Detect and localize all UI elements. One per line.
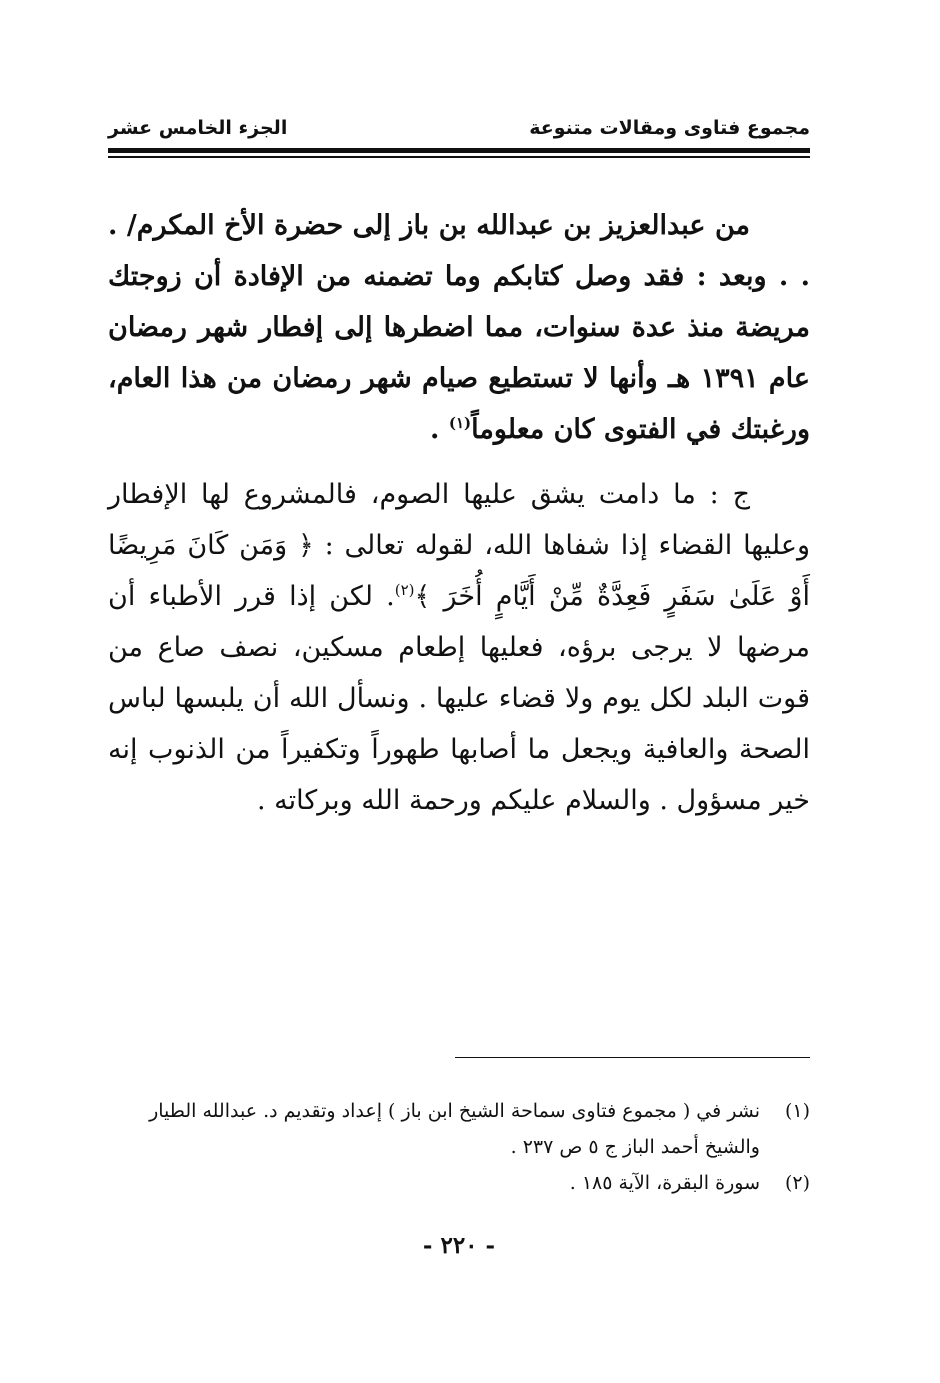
main-text [108, 200, 810, 826]
footnote-separator [455, 1057, 810, 1058]
footnote-item [108, 1093, 810, 1165]
footnote-number: (١) [784, 1100, 810, 1122]
answer-intro: ج : ما دامت يشق عليها الصوم، فالمشروع لها الإفطار وعليها القضاء إذا شفاها الله، لقوله تعالى : [108, 479, 810, 561]
footnotes [108, 1093, 810, 1201]
volume-label: الجزء الخامس عشر [108, 117, 288, 139]
footnote-number: (٢) [784, 1172, 810, 1194]
answer-paragraph [108, 469, 810, 826]
question-end: . [430, 414, 440, 445]
footnote-ref-1: (١) [448, 414, 472, 432]
header-rule-thin [108, 156, 810, 158]
page-number: - ٢٢٠ - [422, 1232, 496, 1259]
answer-rest: . لكن إذا قرر الأطباء أن مرضها لا يرجى برؤه، فعليها إطعام مسكين، نصف صاع من قوت البلد لكل يوم ولا قضاء عليها . ونسأل الله أن يلبسها لباس الصحة والعافية ويجعل ما أصابها طهوراً وتكفيراً من الذنوب إنه خير مسؤول . والسلام عليكم ورحمة الله وبركاته . [108, 581, 810, 816]
running-header [108, 112, 810, 144]
quran-verse: ﴿ وَمَن كَانَ مَرِيضًا أَوْ عَلَىٰ سَفَرٍ فَعِدَّةٌ مِّنْ أَيَّامٍ أُخَرَ ﴾ [108, 530, 810, 612]
footnote-ref-2: (٢) [394, 581, 415, 599]
footnote-item [108, 1165, 810, 1201]
question-paragraph [108, 200, 810, 455]
book-title: مجموع فتاوى ومقالات متنوعة [529, 117, 810, 139]
footnote-text: سورة البقرة، الآية ١٨٥ . [569, 1172, 760, 1194]
footnote-text: نشر في ( مجموع فتاوى سماحة الشيخ ابن باز ) إعداد وتقديم د. عبدالله الطيار والشيخ أحمد الباز ج ٥ ص ٢٣٧ . [149, 1100, 760, 1158]
question-text: من عبدالعزيز بن عبدالله بن باز إلى حضرة الأخ المكرم/ . . . وبعد : فقد وصل كتابكم وما تضمنه من الإفادة أن زوجتك مريضة منذ عدة سنوات، مما اضطرها إلى إفطار شهر رمضان عام ١٣٩١ هـ وأنها لا تستطيع صيام شهر رمضان من هذا العام، ورغبتك في الفتوى كان معلوماً [108, 210, 810, 445]
header-rule [108, 148, 810, 153]
